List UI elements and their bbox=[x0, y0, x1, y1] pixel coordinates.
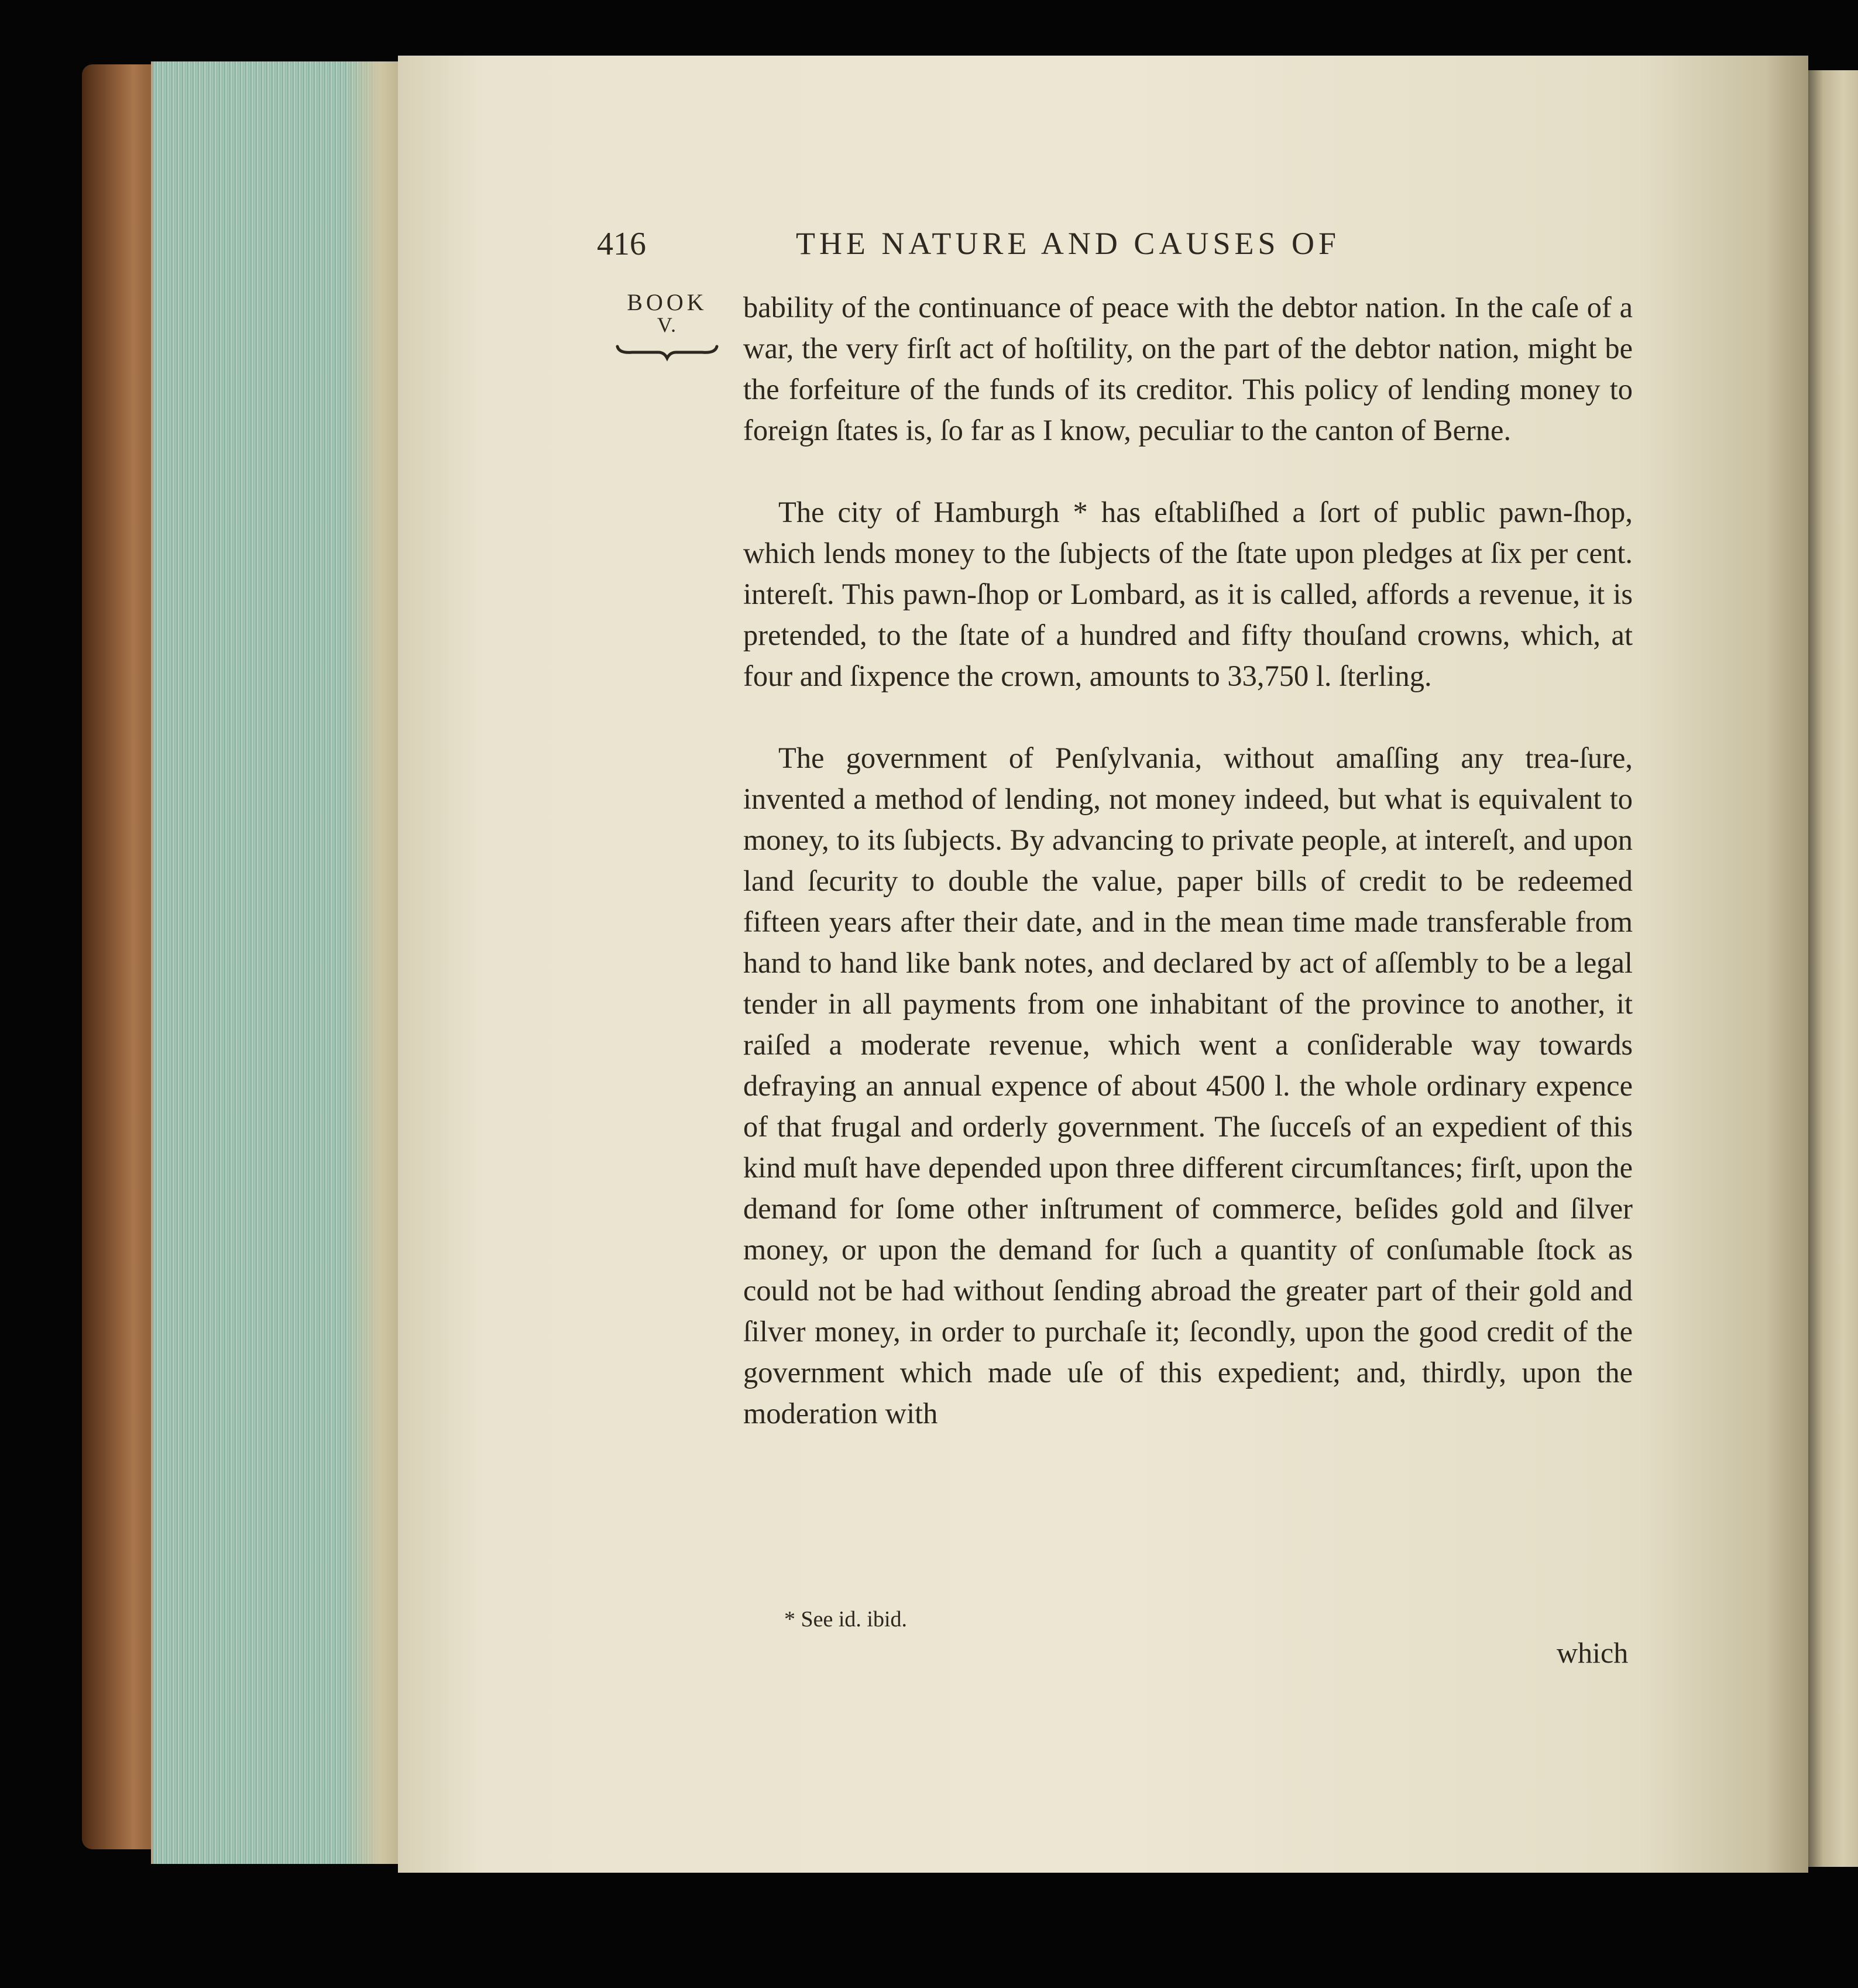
margin-book-label: BOOK bbox=[627, 289, 708, 315]
paragraph: The government of Penſylvania, without amaſſing any trea-ſure, invented a method of lending, not money indeed, but what is equivalent to money, to its ſubjects. By advancing to private people, at intereſt, and upon land ſecurity to double the value, paper bills of credit to be redeemed fifteen years after their date, and in the mean time made transferable from hand to hand like bank notes, and declared by act of aſſembly to be a legal tender in all payments from one inhabitant of the province to another, it raiſed a moderate revenue, which went a conſiderable way towards defraying an annual expence of about 4500 l. the whole ordinary expence of that frugal and orderly government. The ſucceſs of an expedient of this kind muſt have depended upon three different circumſtances; firſt, upon the demand for ſome other inſtrument of commerce, beſides gold and ſilver money, or upon the demand for ſuch a quantity of conſumable ſtock as could not be had without ſending abroad the greater part of their gold and ſilver money, in order to purchaſe it; ſecondly, upon the good credit of the government which made uſe of this expedient; and, thirdly, upon the moderation with bbox=[743, 741, 1633, 1430]
margin-note bbox=[609, 291, 726, 335]
paragraph: The city of Hamburgh * has eſtabliſhed a ſort of public pawn-ſhop, which lends money to the ſubjects of the ſtate upon pledges at ſix per cent. intereſt. This pawn-ſhop or Lombard, as it is called, affords a revenue, it is pretended, to the ſtate of a hundred and fifty thouſand crowns, which, at four and ſixpence the crown, amounts to 33,750 l. ſterling. bbox=[743, 496, 1633, 692]
facing-page-edge bbox=[1808, 70, 1858, 1867]
margin-brace-icon bbox=[609, 338, 726, 362]
footnote: * See id. ibid. bbox=[784, 1607, 908, 1632]
running-head: THE NATURE AND CAUSES OF bbox=[795, 226, 1341, 261]
body-text bbox=[743, 287, 1633, 1434]
catchword: which bbox=[1557, 1636, 1629, 1669]
margin-volume-label: V. bbox=[657, 313, 678, 337]
page-fore-edge-shade bbox=[345, 61, 404, 1864]
page-number: 416 bbox=[597, 226, 646, 262]
paragraph: bability of the continuance of peace with the debtor nation. In the caſe of a war, the very firſt act of hoſtility, on the part of the debtor nation, might be the forfeiture of the funds of its creditor. This policy of lending money to foreign ſtates is, ſo far as I know, peculiar to the canton of Berne. bbox=[743, 291, 1633, 447]
